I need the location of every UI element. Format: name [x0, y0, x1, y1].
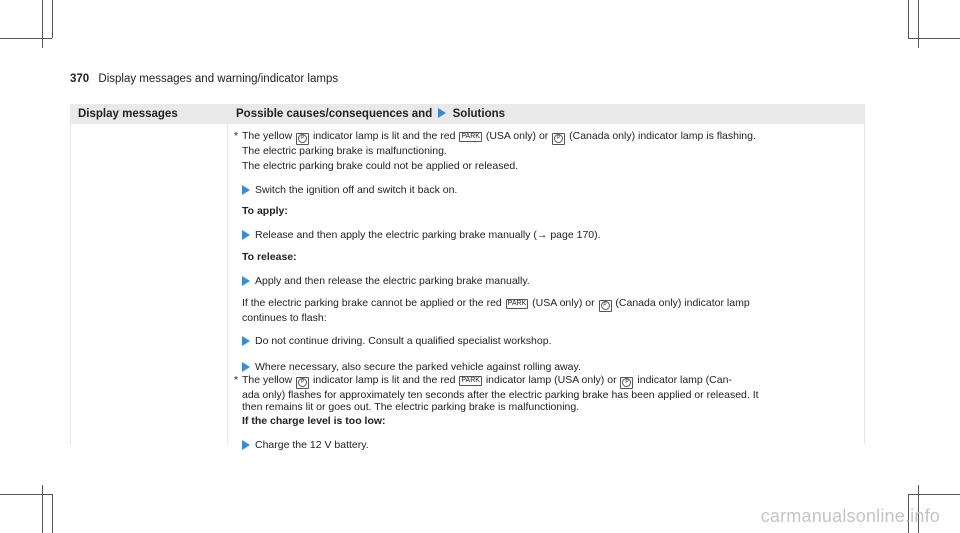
step-item: Release and then apply the electric parking brake manually (→ page 170).	[242, 229, 862, 241]
arrow-right-icon	[438, 108, 446, 118]
footnote-star: *	[234, 374, 239, 386]
crop-mark	[908, 38, 960, 39]
arrow-right-icon	[242, 336, 250, 346]
column-header-causes: Possible causes/consequences and Solutions	[236, 108, 506, 120]
parking-brake-p-icon: P	[599, 300, 612, 312]
crop-mark	[42, 485, 43, 533]
subheading-apply: To apply:	[242, 205, 288, 217]
table-divider-left	[70, 124, 71, 444]
table-divider-right	[864, 124, 865, 444]
cause-block-2	[234, 374, 862, 451]
text-line: If the electric parking brake cannot be applied or the red PARK (USA only) or P (Canada only) indicator lamp	[242, 297, 862, 312]
parking-brake-p-icon: P	[620, 377, 633, 389]
park-lamp-icon: PARK	[461, 377, 480, 384]
text-line: The yellow P indicator lamp is lit and the red PARK indicator lamp (USA only) or P indicator lamp (Can-	[242, 374, 862, 389]
crop-mark	[918, 0, 919, 48]
page-header	[70, 73, 338, 85]
parking-brake-p-icon: P	[552, 133, 565, 145]
arrow-right-icon	[242, 362, 250, 372]
text-line: The yellow P indicator lamp is lit and the red PARK (USA only) or P (Canada only) indicator lamp is flashing.	[242, 130, 862, 145]
arrow-right-icon	[242, 230, 250, 240]
crop-mark	[0, 494, 52, 495]
step-item: Do not continue driving. Consult a qualified specialist workshop.	[242, 335, 862, 347]
parking-brake-p-icon: P	[296, 377, 309, 389]
step-item: Switch the ignition off and switch it back on.	[242, 184, 862, 196]
text-line: The electric parking brake is malfunctioning.	[242, 145, 447, 157]
table-content	[234, 130, 862, 451]
page-number: 370	[70, 73, 90, 85]
crop-mark	[42, 0, 43, 48]
watermark: carmanualsonline.info	[760, 506, 940, 526]
column-header-display-messages: Display messages	[78, 108, 178, 120]
crop-mark	[908, 494, 960, 495]
table-divider-middle	[227, 124, 228, 444]
step-item: Charge the 12 V battery.	[242, 439, 862, 451]
arrow-right-icon	[242, 276, 250, 286]
subheading-release: To release:	[242, 251, 297, 263]
arrow-right-icon	[242, 185, 250, 195]
text-line: The electric parking brake could not be applied or released.	[242, 160, 519, 172]
crop-mark	[908, 0, 909, 38]
crop-mark	[52, 0, 53, 38]
cause-block-1	[234, 130, 862, 373]
park-lamp-icon: PARK	[461, 133, 480, 140]
footnote-star: *	[234, 130, 239, 142]
step-item: Apply and then release the electric parking brake manually.	[242, 275, 862, 287]
text-line: continues to flash:	[242, 312, 327, 324]
park-lamp-icon: PARK	[507, 300, 527, 307]
text-line: then remains lit or goes out. The electric parking brake is malfunctioning.	[242, 401, 580, 413]
subheading-charge: If the charge level is too low:	[242, 415, 386, 427]
arrow-right-icon	[242, 440, 250, 450]
crop-mark	[52, 494, 53, 533]
table-header-row	[70, 104, 865, 124]
step-item: Where necessary, also secure the parked vehicle against rolling away.	[242, 361, 862, 373]
parking-brake-p-icon: P	[296, 133, 309, 145]
page-title: Display messages and warning/indicator lamps	[98, 73, 339, 85]
text-line: ada only) flashes for approximately ten seconds after the electric parking brake has been applied or released. It	[242, 389, 759, 401]
crop-mark	[0, 38, 52, 39]
